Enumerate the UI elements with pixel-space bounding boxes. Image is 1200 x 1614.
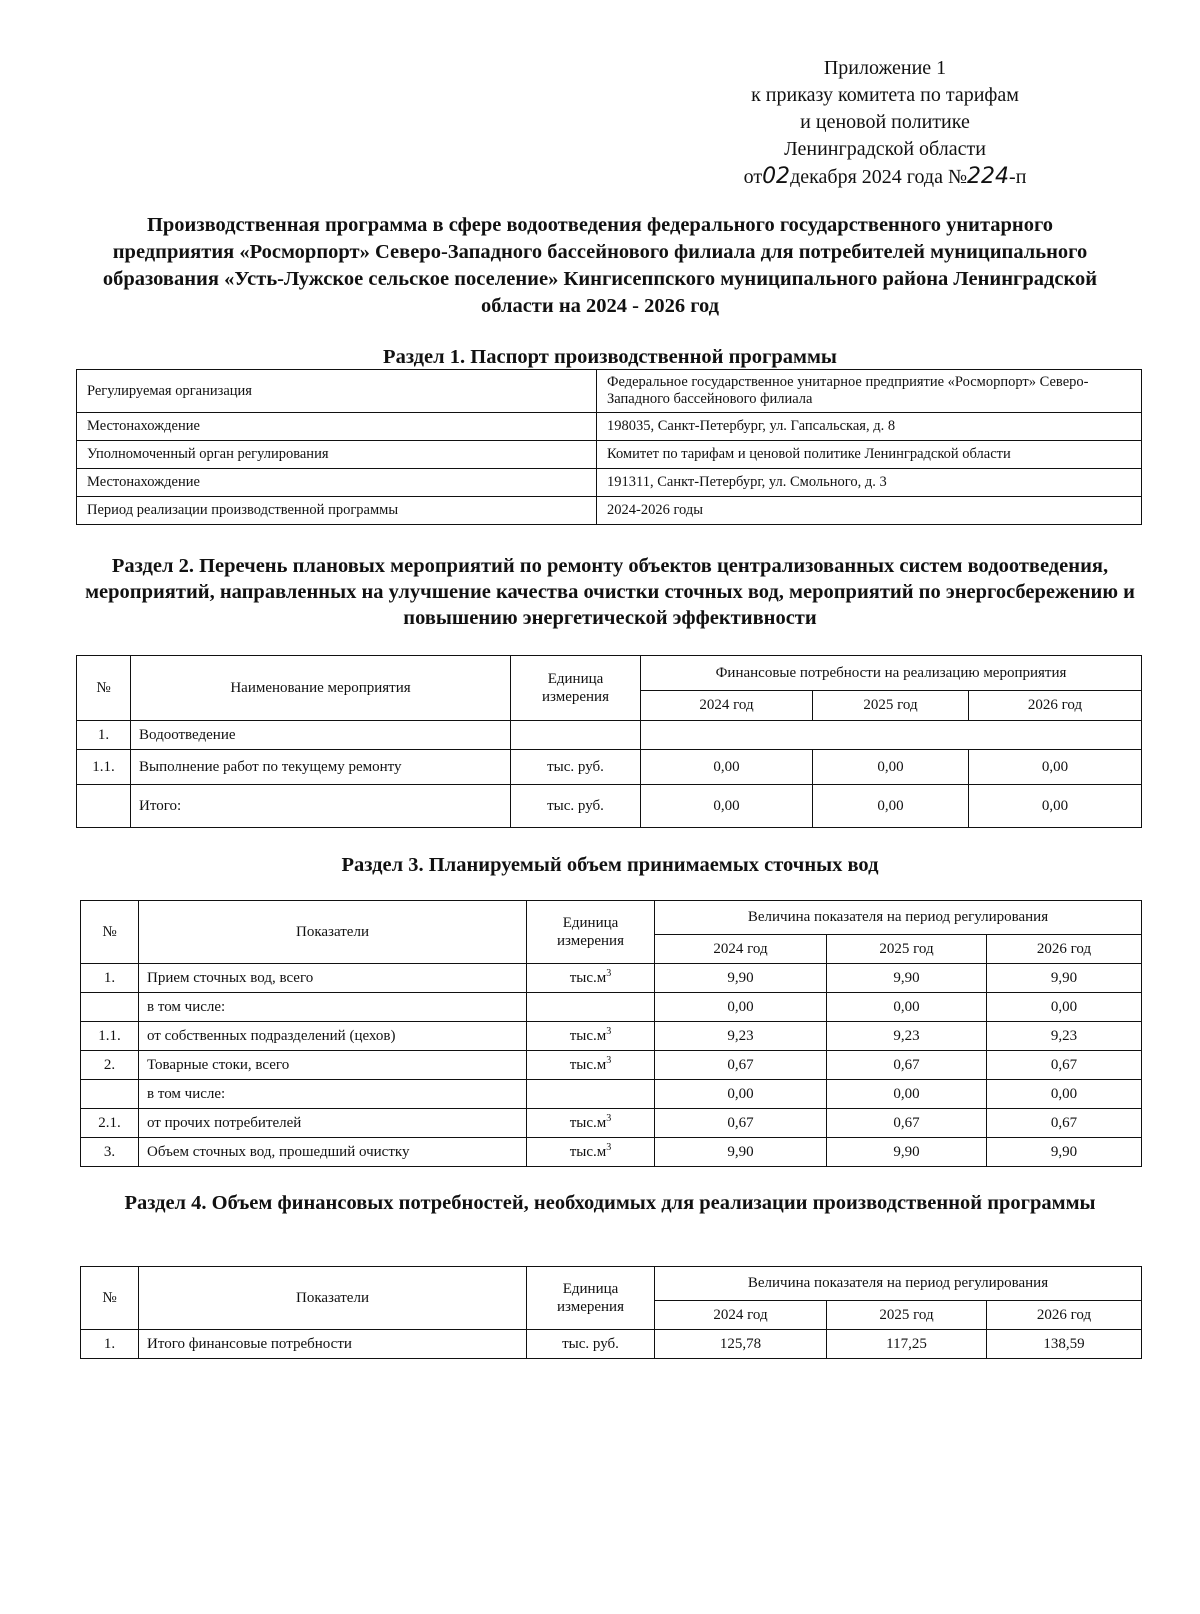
- col-header-unit: Единица измерения: [511, 656, 641, 721]
- passport-table: [76, 369, 1142, 525]
- cell-unit: тыс. руб.: [511, 750, 641, 785]
- cell-no: 1.1.: [77, 750, 131, 785]
- cell-no: 1.: [81, 964, 139, 993]
- col-header-year: 2025 год: [827, 1300, 987, 1329]
- cell-no: 2.1.: [81, 1109, 139, 1138]
- cell-value: 0,00: [987, 1080, 1142, 1109]
- unit-base: тыс.м: [569, 1057, 607, 1073]
- cell-name: Объем сточных вод, прошедший очистку: [139, 1138, 527, 1167]
- cell-value: 125,78: [655, 1330, 827, 1359]
- table-row: [77, 413, 1142, 441]
- col-header-group: Финансовые потребности на реализацию мероприятия: [641, 656, 1142, 691]
- annex-line-3: и ценовой политике: [800, 111, 970, 133]
- document-title: Производственная программа в сфере водоотведения федерального государственного унитарного предприятия «Росморпорт» Северо-Западного бассейнового филиала для потребителей муниципального образования «Усть-Лужское сельское поселение» Кингисеппского муниципального района Ленинградской области на 2024 - 2026 год: [102, 214, 1098, 317]
- unit-exponent: 3: [606, 1026, 612, 1037]
- passport-value: Комитет по тарифам и ценовой политике Ленинградской области: [597, 441, 1142, 469]
- table-header-row: [77, 656, 1142, 691]
- cell-value: [641, 721, 1142, 750]
- table-row: [81, 964, 1142, 993]
- date-mid: декабря 2024 года №: [790, 166, 968, 188]
- cell-value: 0,67: [987, 1109, 1142, 1138]
- annex-line-4: Ленинградской области: [784, 138, 986, 160]
- col-header-name: Наименование мероприятия: [131, 656, 511, 721]
- passport-label: Период реализации производственной программы: [77, 497, 597, 525]
- col-header-year: 2025 год: [827, 934, 987, 963]
- cell-value: 9,90: [987, 964, 1142, 993]
- cell-unit: [527, 1080, 655, 1109]
- cell-name: от прочих потребителей: [139, 1109, 527, 1138]
- section1-heading: Раздел 1. Паспорт производственной программы: [383, 346, 837, 368]
- passport-label: Уполномоченный орган регулирования: [77, 441, 597, 469]
- cell-no: [81, 1080, 139, 1109]
- table-row: [81, 1109, 1142, 1138]
- cell-name: Товарные стоки, всего: [139, 1051, 527, 1080]
- cell-value: 9,23: [987, 1022, 1142, 1051]
- passport-label: Регулируемая организация: [77, 370, 597, 413]
- table-header-row: [81, 1267, 1142, 1301]
- unit-exponent: 3: [606, 968, 612, 979]
- order-date-line: [700, 163, 1070, 191]
- cell-value: 0,67: [827, 1109, 987, 1138]
- col-header-unit: Единица измерения: [527, 901, 655, 964]
- unit-base: тыс.м: [569, 1028, 607, 1044]
- cell-value: 0,00: [813, 785, 969, 828]
- table-row: [77, 370, 1142, 413]
- cell-name: в том числе:: [139, 1080, 527, 1109]
- cell-value: 0,00: [641, 785, 813, 828]
- table-row: [77, 750, 1142, 785]
- cell-value: 0,00: [655, 993, 827, 1022]
- col-header-year: 2024 год: [655, 1300, 827, 1329]
- unit-base: тыс.м: [569, 1115, 607, 1131]
- order-number: 224: [967, 164, 1010, 189]
- cell-value: 0,00: [969, 750, 1142, 785]
- table-row: [77, 721, 1142, 750]
- cell-name: Выполнение работ по текущему ремонту: [131, 750, 511, 785]
- table-row: [77, 441, 1142, 469]
- cell-value: 9,90: [827, 964, 987, 993]
- cell-value: 0,67: [655, 1109, 827, 1138]
- table-row: [77, 497, 1142, 525]
- col-header-year: 2026 год: [987, 1300, 1142, 1329]
- cell-no: 1.: [77, 721, 131, 750]
- col-header-year: 2024 год: [655, 934, 827, 963]
- passport-label: Местонахождение: [77, 469, 597, 497]
- cell-value: 0,00: [813, 750, 969, 785]
- cell-value: 0,67: [827, 1051, 987, 1080]
- cell-value: 138,59: [987, 1330, 1142, 1359]
- cell-no: 3.: [81, 1138, 139, 1167]
- passport-value: 198035, Санкт-Петербург, ул. Гапсальская, д. 8: [597, 413, 1142, 441]
- cell-value: 0,00: [827, 993, 987, 1022]
- cell-value: 0,00: [655, 1080, 827, 1109]
- date-prefix: от: [743, 166, 763, 188]
- section2-heading: Раздел 2. Перечень плановых мероприятий по ремонту объектов централизованных систем водоотведения, мероприятий, направленных на улучшение качества очистки сточных вод, мероприятий по энергосбережению и повышению энергетической эффективности: [85, 555, 1135, 629]
- table-header-row: [81, 901, 1142, 935]
- unit-base: тыс.м: [569, 1144, 607, 1160]
- unit-exponent: 3: [606, 1142, 612, 1153]
- section3-heading: Раздел 3. Планируемый объем принимаемых сточных вод: [341, 854, 879, 876]
- cell-no: 1.: [81, 1330, 139, 1359]
- cell-value: 0,67: [987, 1051, 1142, 1080]
- cell-name: Водоотведение: [131, 721, 511, 750]
- col-header-no: №: [77, 656, 131, 721]
- date-day: 02: [762, 164, 791, 189]
- cell-unit: тыс. руб.: [511, 785, 641, 828]
- cell-unit: [527, 1109, 655, 1138]
- cell-name: Итого:: [131, 785, 511, 828]
- passport-value: 2024-2026 годы: [597, 497, 1142, 525]
- cell-value: 117,25: [827, 1330, 987, 1359]
- cell-no: 1.1.: [81, 1022, 139, 1051]
- col-header-unit: Единица измерения: [527, 1267, 655, 1330]
- cell-value: 9,90: [987, 1138, 1142, 1167]
- cell-value: 0,00: [827, 1080, 987, 1109]
- table-row: [81, 1022, 1142, 1051]
- cell-name: в том числе:: [139, 993, 527, 1022]
- cell-value: 9,23: [655, 1022, 827, 1051]
- order-suffix: -п: [1009, 166, 1027, 188]
- table-row: [77, 469, 1142, 497]
- cell-value: 0,00: [969, 785, 1142, 828]
- cell-value: 9,90: [655, 1138, 827, 1167]
- unit-exponent: 3: [606, 1113, 612, 1124]
- cell-unit: тыс. руб.: [527, 1330, 655, 1359]
- table-row: [81, 993, 1142, 1022]
- table-row: [77, 785, 1142, 828]
- cell-value: 0,00: [641, 750, 813, 785]
- financial-needs-table: [80, 1266, 1142, 1359]
- col-header-name: Показатели: [139, 901, 527, 964]
- cell-value: 9,90: [655, 964, 827, 993]
- cell-unit: [527, 1051, 655, 1080]
- col-header-year: 2025 год: [813, 690, 969, 720]
- cell-unit: [527, 1022, 655, 1051]
- cell-unit: [527, 964, 655, 993]
- col-header-year: 2024 год: [641, 690, 813, 720]
- col-header-group: Величина показателя на период регулирования: [655, 901, 1142, 935]
- unit-exponent: 3: [606, 1055, 612, 1066]
- annex-header: [700, 55, 1070, 191]
- col-header-year: 2026 год: [987, 934, 1142, 963]
- passport-value: Федеральное государственное унитарное предприятие «Росморпорт» Северо-Западного бассейнового филиала: [597, 370, 1142, 413]
- cell-name: Итого финансовые потребности: [139, 1330, 527, 1359]
- table-row: [81, 1138, 1142, 1167]
- cell-no: [81, 993, 139, 1022]
- cell-unit: [527, 993, 655, 1022]
- cell-name: от собственных подразделений (цехов): [139, 1022, 527, 1051]
- table-row: [81, 1080, 1142, 1109]
- table-row: [81, 1330, 1142, 1359]
- cell-unit: [511, 721, 641, 750]
- col-header-name: Показатели: [139, 1267, 527, 1330]
- table-row: [81, 1051, 1142, 1080]
- col-header-group: Величина показателя на период регулирования: [655, 1267, 1142, 1301]
- annex-line-1: Приложение 1: [823, 57, 947, 79]
- cell-value: 9,23: [827, 1022, 987, 1051]
- cell-name: Прием сточных вод, всего: [139, 964, 527, 993]
- unit-base: тыс.м: [569, 970, 607, 986]
- passport-label: Местонахождение: [77, 413, 597, 441]
- cell-no: 2.: [81, 1051, 139, 1080]
- cell-unit: [527, 1138, 655, 1167]
- cell-value: 0,67: [655, 1051, 827, 1080]
- cell-value: 9,90: [827, 1138, 987, 1167]
- col-header-year: 2026 год: [969, 690, 1142, 720]
- annex-line-2: к приказу комитета по тарифам: [751, 84, 1019, 106]
- repair-activities-table: [76, 655, 1142, 828]
- passport-value: 191311, Санкт-Петербург, ул. Смольного, д. 3: [597, 469, 1142, 497]
- col-header-no: №: [81, 901, 139, 964]
- cell-no: [77, 785, 131, 828]
- wastewater-volume-table: [80, 900, 1142, 1167]
- section4-heading: Раздел 4. Объем финансовых потребностей, необходимых для реализации производственной программы: [124, 1192, 1096, 1214]
- col-header-no: №: [81, 1267, 139, 1330]
- cell-value: 0,00: [987, 993, 1142, 1022]
